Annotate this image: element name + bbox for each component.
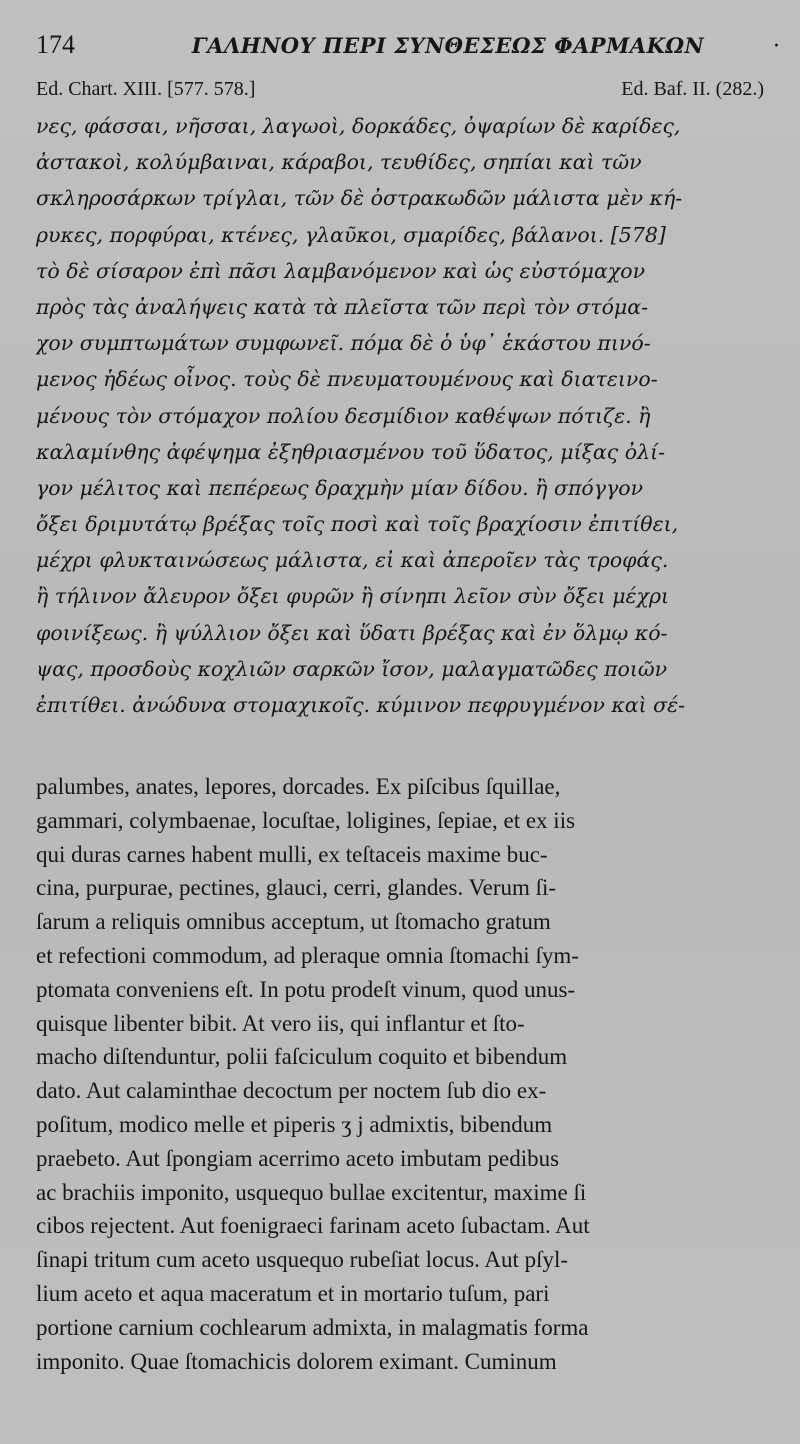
latin-line: ptomata conveniens eſt. In potu prodeſt vinum, quod unus- <box>36 976 576 1002</box>
latin-line: praebeto. Aut ſpongiam acerrimo aceto imbutam pedibus <box>36 1145 560 1171</box>
header-dot: · <box>773 34 780 59</box>
latin-line: macho diſtenduntur, polii faſciculum coquito et bibendum <box>36 1044 568 1070</box>
greek-line: γον μέλιτος καὶ πεπέρεως δραχμὴν μίαν δίδου. ἢ σπόγγον <box>36 475 644 500</box>
latin-text-block <box>36 770 766 1378</box>
latin-line: ſinapi tritum cum aceto usquequo rubeſiat locus. Aut pſyl- <box>36 1247 569 1273</box>
latin-line: ſarum a reliquis omnibus acceptum, ut ſtomacho gratum <box>36 909 551 935</box>
greek-line: καλαμίνθης ἀφέψημα ἐξηθριασμένου τοῦ ὕδατος, μίξας ὀλί- <box>36 439 666 464</box>
latin-line: portione carnium cochlearum admixta, in malagmatis forma <box>36 1314 589 1340</box>
greek-line: μένους τὸν στόμαχον πολίου δεσμίδιον καθέψων πότιζε. ἢ <box>36 403 651 428</box>
edition-ref-right: Ed. Baf. II. (282.) <box>621 78 764 100</box>
greek-line: μέχρι φλυκταινώσεως μάλιστα, εἰ καὶ ἀπεροῖεν τὰς τροφάς. <box>36 548 669 573</box>
edition-references <box>36 78 764 101</box>
running-title: ΓΑΛΗΝΟΥ ΠΕΡΙ ΣΥΝΘΕΣΕΩΣ ΦΑΡΜΑΚΩΝ <box>191 33 705 58</box>
running-head <box>36 30 780 60</box>
latin-line: lium aceto et aqua maceratum et in mortario tuſum, pari <box>36 1280 550 1306</box>
greek-line: ψας, προσδοὺς κοχλιῶν σαρκῶν ἴσον, μαλαγματῶδες ποιῶν <box>36 656 668 681</box>
greek-line: φοινίξεως. ἢ ψύλλιον ὄξει καὶ ὕδατι βρέξας καὶ ἐν ὅλμῳ κό- <box>36 620 668 645</box>
latin-line: palumbes, anates, lepores, dorcades. Ex piſcibus ſquillae, <box>36 774 561 799</box>
greek-line: ἀστακοὶ, κολύμβαιναι, κάραβοι, τευθίδες, σηπίαι καὶ τῶν <box>36 150 642 175</box>
latin-line: dato. Aut calaminthae decoctum per noctem ſub dio ex- <box>36 1078 547 1104</box>
greek-line: ρυκες, πορφύραι, κτένες, γλαῦκοι, σμαρίδες, βάλανοι. [578] <box>36 222 666 247</box>
greek-line: νες, φάσσαι, νῆσσαι, λαγωοὶ, δορκάδες, ὀψαρίων δὲ καρίδες, <box>36 114 681 138</box>
latin-line: ac brachiis imponito, usquequo bullae excitentur, maxime ſi <box>36 1179 587 1205</box>
latin-line: gammari, colymbaenae, locuſtae, loligines, ſepiae, et ex iis <box>36 807 576 833</box>
greek-line: πρὸς τὰς ἀναλήψεις κατὰ τὰ πλεῖστα τῶν περὶ τὸν στόμα- <box>36 294 649 319</box>
latin-line: imponito. Quae ſtomachicis dolorem eximant. Cuminum <box>36 1348 557 1374</box>
latin-line: cina, purpurae, pectines, glauci, cerri, glandes. Verum ſi- <box>36 875 557 901</box>
page-number: 174 <box>36 30 75 59</box>
latin-line: cibos rejectent. Aut foenigraeci farinam aceto ſubactam. Aut <box>36 1213 590 1239</box>
edition-ref-left: Ed. Chart. XIII. [577. 578.] <box>36 78 256 100</box>
greek-text-block <box>36 108 764 723</box>
greek-line: τὸ δὲ σίσαρον ἐπὶ πᾶσι λαμβανόμενον καὶ ὡς εὐστόμαχον <box>36 258 646 283</box>
latin-line: quisque libenter bibit. At vero iis, qui inflantur et ſto- <box>36 1010 525 1036</box>
greek-line: σκληροσάρκων τρίγλαι, τῶν δὲ ὀστρακωδῶν μάλιστα μὲν κή- <box>36 186 683 211</box>
greek-line: ἐπιτίθει. ἀνώδυνα στομαχικοῖς. κύμινον πεφρυγμένον καὶ σέ- <box>36 693 686 717</box>
latin-line: et refectioni commodum, ad pleraque omnia ſtomachi ſym- <box>36 942 579 968</box>
greek-line: ὄξει δριμυτάτῳ βρέξας τοῖς ποσὶ καὶ τοῖς βραχίοσιν ἐπιτίθει, <box>36 512 679 537</box>
latin-line: poſitum, modico melle et piperis ʒ j admixtis, bibendum <box>36 1111 553 1137</box>
greek-line: μενος ἡδέως οἶνος. τοὺς δὲ πνευματουμένους καὶ διατεινο- <box>36 367 658 392</box>
greek-line: ἢ τήλινον ἄλευρον ὄξει φυρῶν ἢ σίνηπι λεῖον σὺν ὄξει μέχρι <box>36 584 670 609</box>
greek-line: χον συμπτωμάτων συμφωνεῖ. πόμα δὲ ὁ ὑφ᾽ ἑκάστου πινό- <box>36 331 651 356</box>
latin-line: qui duras carnes habent mulli, ex teſtaceis maxime buc- <box>36 841 548 867</box>
